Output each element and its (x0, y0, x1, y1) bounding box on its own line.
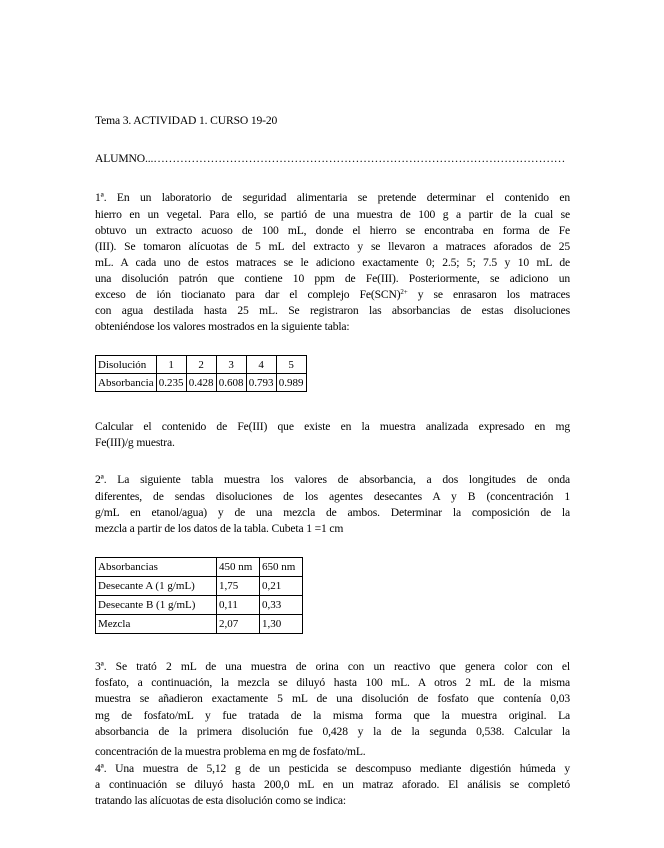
table-cell: 0,21 (260, 577, 303, 596)
q1-line: con agua destilada hasta 25 mL. Se registraron las absorbancias de estas disoluciones (95, 304, 570, 317)
q2-line: 2ª. La siguiente tabla muestra los valores de absorbancia, a dos longitudes de onda (95, 473, 570, 486)
desiccant-table (95, 557, 303, 634)
q2-line: diferentes, de sendas disoluciones de los agentes desecantes A y B (concentración 1 (95, 490, 570, 503)
q1-line: una disolución patrón que contiene 10 ppm de Fe(III). Posteriormente, se adiciono un (95, 272, 570, 285)
absorbance-table (95, 355, 307, 392)
q3-line: absorbancia de la primera disolución fue 0,428 y la de la segunda 0,538. Calcular la (95, 725, 570, 738)
table-cell: 0.235 (156, 374, 186, 392)
table-cell: 0.989 (276, 374, 306, 392)
table-cell: 1 (156, 356, 186, 374)
table-row-label: Disolución (96, 356, 157, 374)
q1-line: mL. A cada uno de estos matraces se le adiciono exactamente 0; 2.5; 5; 7.5 y 10 mL de (95, 256, 570, 269)
q3-line: fosfato, a continuación, la mezcla se diluyó hasta 100 mL. A otros 2 mL de la misma (95, 676, 570, 689)
table-cell: 0.608 (216, 374, 246, 392)
table-row (96, 356, 307, 374)
table-cell: 0.428 (186, 374, 216, 392)
table-cell: 1,30 (260, 615, 303, 634)
q4-line: tratando las alícuotas de esta disolución como se indica: (95, 794, 346, 807)
table-cell: 1,75 (217, 577, 260, 596)
table-header-cell: Absorbancias (96, 558, 217, 577)
document-header: Tema 3. ACTIVIDAD 1. CURSO 19-20 (95, 114, 278, 127)
q1-line7-post: y se enrasaron los matraces (407, 288, 570, 301)
q2-line: mezcla a partir de los datos de la tabla. Cubeta 1 =1 cm (95, 522, 344, 535)
q3-line: muestra se añadieron exactamente 5 mL de una disolución de fosfato que contenía 0,03 (95, 692, 570, 705)
table-header-row (96, 558, 303, 577)
table-cell: Mezcla (96, 615, 217, 634)
table-row (96, 374, 307, 392)
table-row-label: Absorbancia (96, 374, 157, 392)
table-row (96, 615, 303, 634)
q1-line: 1ª. En un laboratorio de seguridad alimentaria se pretende determinar el contenido en (95, 191, 570, 204)
table-cell: 3 (216, 356, 246, 374)
q3-line: mg de fosfato/mL y fue tratada de la misma forma que la muestra original. La (95, 709, 570, 722)
table-cell: 2,07 (217, 615, 260, 634)
q1-line-complex (95, 288, 570, 301)
q1-line: hierro en un vegetal. Para ello, se partió de una muestra de 100 g a partir de la cual se (95, 208, 570, 221)
charge-superscript: 2+ (400, 288, 408, 296)
q3-line: concentración de la muestra problema en mg de fosfato/mL. (95, 745, 366, 758)
student-label: ALUMNO (95, 152, 145, 165)
table-cell: Desecante B (1 g/mL) (96, 596, 217, 615)
table-row (96, 596, 303, 615)
table-cell: 2 (186, 356, 216, 374)
table-cell: 0,11 (217, 596, 260, 615)
table-cell: 4 (246, 356, 276, 374)
q1-line: obtuvo un extracto acuoso de 100 mL, donde el hierro se encontraba en forma de Fe (95, 224, 570, 237)
student-name-dots: ...……………………………………………………………………………………………… (144, 152, 566, 165)
table-header-cell: 450 nm (217, 558, 260, 577)
table-row (96, 577, 303, 596)
table-header-cell: 650 nm (260, 558, 303, 577)
table-cell: 0,33 (260, 596, 303, 615)
q1-line7-pre: exceso de ión tiocianato para dar el complejo Fe(SCN) (95, 288, 401, 301)
q2-line: g/mL en etanol/agua) y de una mezcla de ambos. Determinar la composición de la (95, 506, 570, 519)
q4-line: 4ª. Una muestra de 5,12 g de un pesticida se descompuso mediante digestión húmeda y (95, 762, 570, 775)
table-cell: 5 (276, 356, 306, 374)
q1-line: obteniéndose los valores mostrados en la siguiente tabla: (95, 320, 350, 333)
q4-line: a continuación se diluyó hasta 200,0 mL en un matraz aforado. El análisis se completó (95, 778, 570, 791)
table-cell: Desecante A (1 g/mL) (96, 577, 217, 596)
q1-task-line: Fe(III)/g muestra. (95, 436, 175, 449)
student-line (95, 152, 565, 165)
table-cell: 0.793 (246, 374, 276, 392)
q1-task-line: Calcular el contenido de Fe(III) que existe en la muestra analizada expresado en mg (95, 420, 570, 433)
q1-line: (III). Se tomaron alícuotas de 5 mL del extracto y se llevaron a matraces aforados de 25 (95, 240, 570, 253)
q3-line: 3ª. Se trató 2 mL de una muestra de orina con un reactivo que genera color con el (95, 660, 570, 673)
